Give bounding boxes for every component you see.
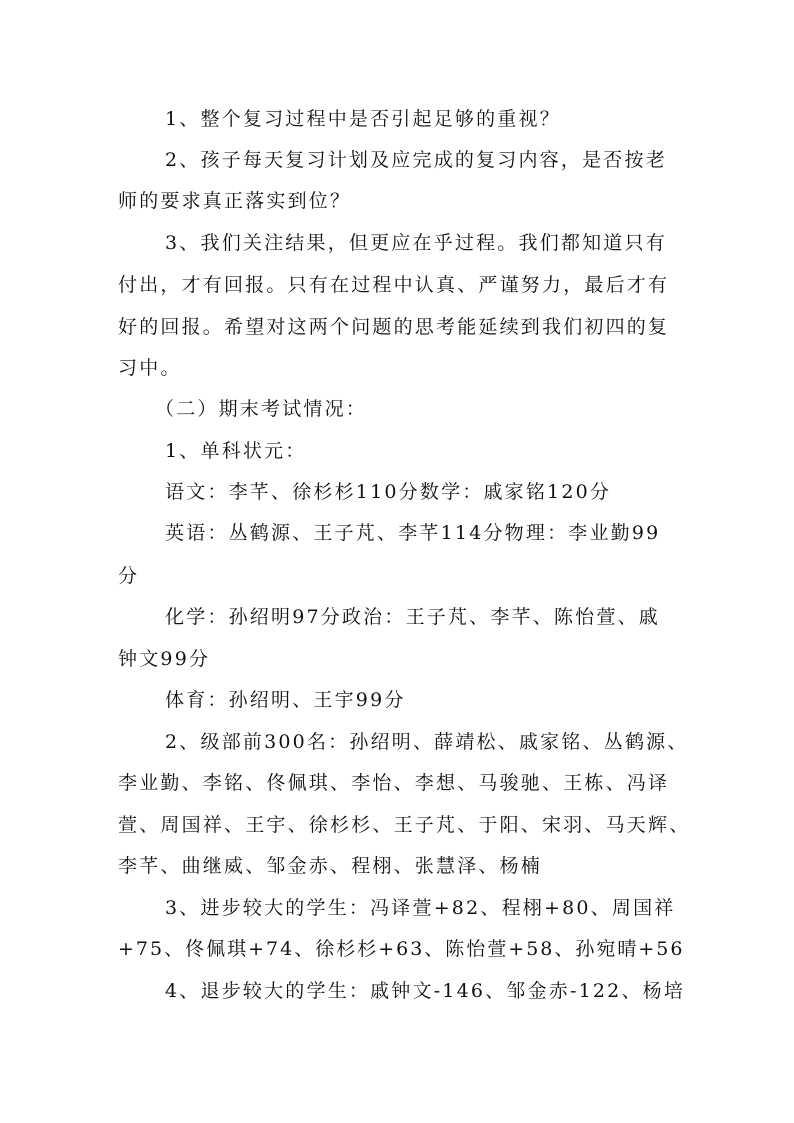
paragraph-line: 李芊、曲继威、邹金赤、程栩、张慧泽、杨楠 [118, 855, 543, 877]
paragraph-line: 化学：孙绍明97分政治：王子芃、李芊、陈怡萱、戚 [165, 606, 660, 628]
paragraph-line: 2、级部前300名：孙绍明、薛靖松、戚家铭、丛鹤源、 [165, 731, 689, 753]
paragraph-line: 李业勤、李铭、佟佩琪、李怡、李想、马骏驰、王栋、冯译 [118, 772, 670, 794]
paragraph-line: 钟文99分 [118, 648, 211, 670]
section-heading: （二）期末考试情况： [155, 398, 368, 420]
paragraph-line: 分 [118, 565, 140, 587]
paragraph-line: 体育：孙绍明、王宇99分 [165, 689, 406, 711]
paragraph-line: 3、进步较大的学生：冯译萱+82、程栩+80、周国祥 [165, 897, 676, 919]
paragraph-line: 1、整个复习过程中是否引起足够的重视？ [165, 108, 561, 130]
paragraph-line: 4、退步较大的学生：戚钟文-146、邹金赤-122、杨培 [165, 980, 686, 1002]
paragraph-line: 2、孩子每天复习计划及应完成的复习内容，是否按老 [165, 149, 667, 171]
paragraph-line: 师的要求真正落实到位？ [118, 190, 352, 212]
paragraph-line: 3、我们关注结果，但更应在乎过程。我们都知道只有 [165, 232, 667, 254]
paragraph-line: +75、佟佩琪+74、徐杉杉+63、陈怡萱+58、孙宛晴+56 [118, 938, 685, 960]
paragraph-line: 付出，才有回报。只有在过程中认真、严谨努力，最后才有 [118, 274, 670, 296]
paragraph-line: 英语：丛鹤源、王子芃、李芊114分物理：李业勤99 [165, 522, 661, 544]
paragraph-line: 语文：李芊、徐杉杉110分数学：戚家铭120分 [165, 481, 612, 503]
paragraph-line: 萱、周国祥、王宇、徐杉杉、王子芃、于阳、宋羽、马天辉、 [118, 814, 691, 836]
paragraph-line: 好的回报。希望对这两个问题的思考能延续到我们初四的复 [118, 316, 670, 338]
paragraph-line: 习中。 [118, 357, 182, 379]
paragraph-line: 1、单科状元： [165, 440, 307, 462]
